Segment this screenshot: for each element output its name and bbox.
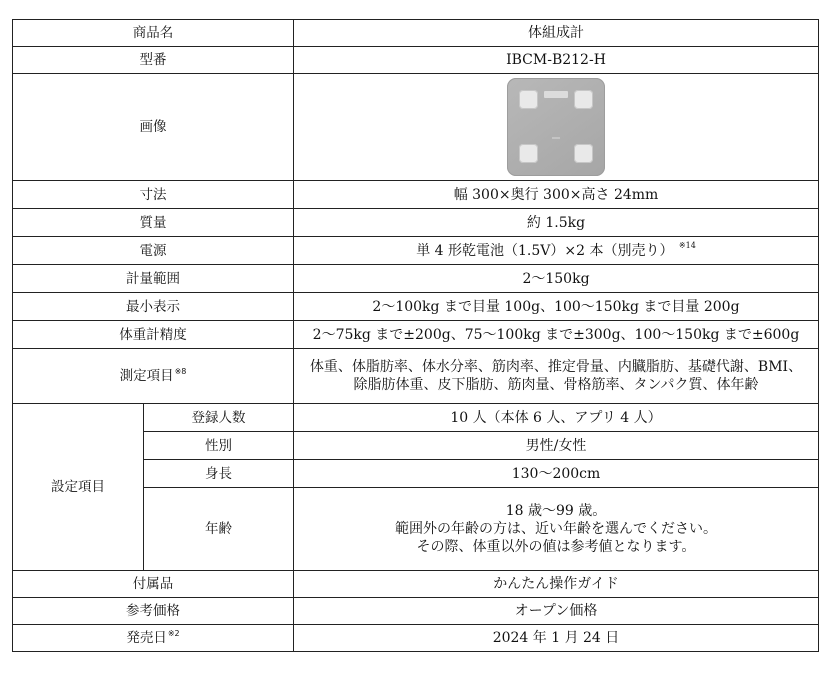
accessories-value: かんたん操作ガイド	[294, 571, 819, 598]
gender-label: 性別	[144, 432, 294, 460]
height-value: 130～200cm	[294, 460, 819, 488]
row-product-name	[13, 20, 819, 47]
release-value: 2024 年 1 月 24 日	[294, 625, 819, 652]
measure-items-label: 測定項目	[119, 368, 174, 384]
age-line: その際、体重以外の値は参考値となります。	[416, 539, 696, 555]
row-range	[13, 265, 819, 293]
accuracy-label: 体重計精度	[13, 321, 294, 349]
row-price	[13, 598, 819, 625]
model-value: IBCM-B212-H	[294, 47, 819, 74]
dimensions-label: 寸法	[13, 181, 294, 209]
users-value: 10 人（本体 6 人、アプリ 4 人）	[294, 404, 819, 432]
price-value: オープン価格	[294, 598, 819, 625]
row-power	[13, 237, 819, 265]
measure-items-label-cell	[13, 349, 294, 404]
weight-label: 質量	[13, 209, 294, 237]
release-note: ※2	[167, 628, 180, 638]
range-label: 計量範囲	[13, 265, 294, 293]
range-value: 2～150kg	[294, 265, 819, 293]
accuracy-value: 2～75kg まで±200g、75～100kg まで±300g、100～150kg まで±600g	[294, 321, 819, 349]
product-image	[507, 78, 605, 176]
scale-logo	[552, 137, 560, 139]
row-release	[13, 625, 819, 652]
price-label: 参考価格	[13, 598, 294, 625]
age-cell	[294, 488, 819, 571]
dimensions-value: 幅 300×奥行 300×高さ 24mm	[294, 181, 819, 209]
electrode-pad	[519, 144, 538, 163]
power-label: 電源	[13, 237, 294, 265]
settings-label: 設定項目	[13, 404, 144, 571]
product-name-label: 商品名	[13, 20, 294, 47]
scale-display	[544, 91, 568, 98]
row-model	[13, 47, 819, 74]
release-label-cell	[13, 625, 294, 652]
age-label: 年齢	[144, 488, 294, 571]
release-label: 発売日	[126, 630, 167, 646]
electrode-pad	[574, 90, 593, 109]
measure-items-line: 除脂肪体重、皮下脂肪、筋肉量、骨格筋率、タンパク質、体年齢	[353, 377, 759, 393]
height-label: 身長	[144, 460, 294, 488]
product-name-value: 体組成計	[294, 20, 819, 47]
min-display-value: 2～100kg まで目量 100g、100～150kg まで目量 200g	[294, 293, 819, 321]
image-label: 画像	[13, 74, 294, 181]
row-image	[13, 74, 819, 181]
measure-items-note: ※8	[174, 366, 187, 376]
row-accuracy	[13, 321, 819, 349]
measure-items-line: 体重、体脂肪率、体水分率、筋肉率、推定骨量、内臓脂肪、基礎代謝、BMI、	[309, 359, 803, 375]
power-value: 単 4 形乾電池（1.5V）×2 本（別売り）	[416, 242, 674, 259]
accessories-label: 付属品	[13, 571, 294, 598]
measure-items-cell	[294, 349, 819, 404]
electrode-pad	[519, 90, 538, 109]
spec-table	[12, 19, 819, 652]
row-measure-items	[13, 349, 819, 404]
model-label: 型番	[13, 47, 294, 74]
row-weight	[13, 209, 819, 237]
gender-value: 男性/女性	[294, 432, 819, 460]
row-settings-users	[13, 404, 819, 432]
row-accessories	[13, 571, 819, 598]
power-cell	[294, 237, 819, 265]
electrode-pad	[574, 144, 593, 163]
row-min-display	[13, 293, 819, 321]
age-line: 範囲外の年齢の方は、近い年齢を選んでください。	[395, 521, 717, 537]
age-line: 18 歳～99 歳。	[505, 503, 607, 519]
users-label: 登録人数	[144, 404, 294, 432]
power-note: ※14	[678, 240, 696, 250]
row-dimensions	[13, 181, 819, 209]
weight-value: 約 1.5kg	[294, 209, 819, 237]
product-image-cell	[294, 74, 819, 181]
min-display-label: 最小表示	[13, 293, 294, 321]
